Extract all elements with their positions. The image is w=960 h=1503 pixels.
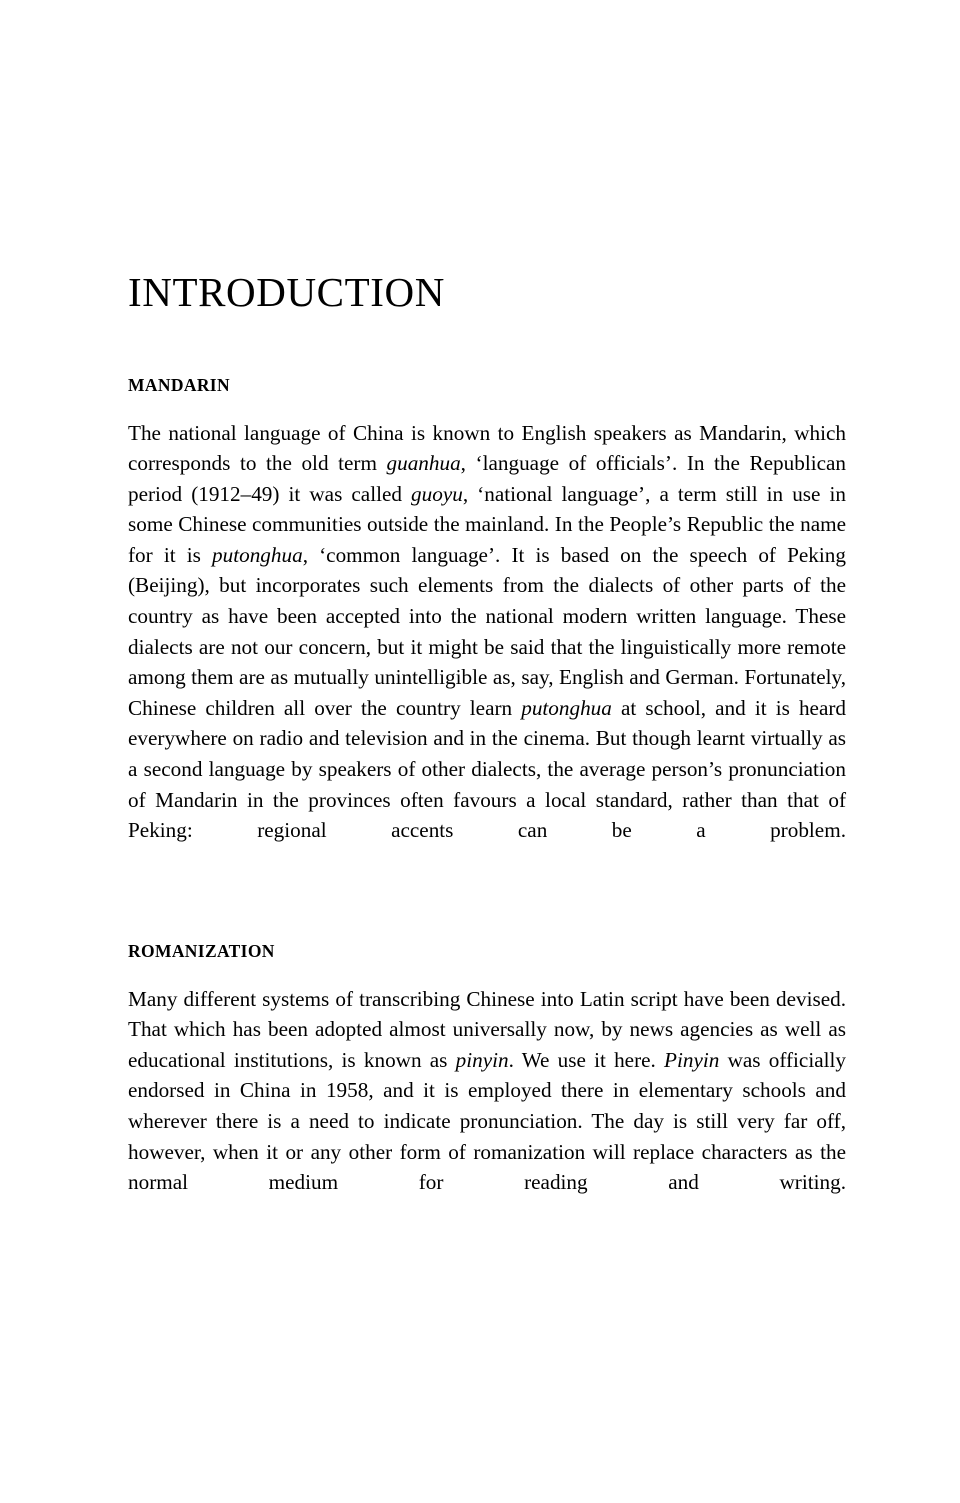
romanized-term: putonghua [521, 695, 612, 720]
text-run: Many different systems of transcribing Chinese into Latin script have been devised. That which has been adopted almost universally now, by news agencies as well as educational institutions, is known as [128, 986, 846, 1072]
section-paragraph-romanization [128, 984, 846, 1229]
romanized-term: guoyu [411, 481, 463, 506]
romanized-term: Pinyin [664, 1047, 720, 1072]
section-paragraph-mandarin [128, 418, 846, 877]
text-run: The national language of China is known to English speakers as Mandarin, which corresponds to the old term [128, 420, 846, 476]
section-heading-mandarin: MANDARIN [128, 375, 230, 396]
text-run: , ‘common language’. It is based on the speech of Peking (Beijing), but incorporates such elements from the dialects of other parts of the country as have been accepted into the national modern written language. These dialects are not our concern, but it might be said that the linguistically more remote among them are as mutually unintelligible as, say, English and German. Fortunately, Chinese children all over the country learn [128, 542, 846, 720]
text-run: , ‘national language’, a term still in use in some Chinese communities outside the mainland. In the People’s Republic the name for it is [128, 481, 846, 567]
romanized-term: pinyin [455, 1047, 509, 1072]
romanized-term: guanhua [386, 451, 461, 476]
section-romanization [128, 942, 846, 1228]
romanized-term: putonghua [212, 542, 303, 567]
text-run: was officially endorsed in China in 1958, and it is employed there in elementary schools and wherever there is a need to indicate pronunciation. The day is still very far off, however, when it or any other form of romanization will replace characters as the normal medium for reading and writing. [128, 1047, 846, 1195]
text-run: . We use it here. [508, 1047, 665, 1072]
text-run: at school, and it is heard everywhere on radio and television and in the cinema. But though learnt virtually as a second language by speakers of other dialects, the average person’s pronunciation of Mandarin in the provinces often favours a local standard, rather than that of Peking: regional accents can be a problem. [128, 695, 846, 843]
page-title: INTRODUCTION [128, 269, 445, 315]
section-heading-romanization: ROMANIZATION [128, 941, 275, 962]
page-text-block [128, 270, 846, 1228]
section-mandarin [128, 376, 846, 876]
text-run: , ‘language of officials’. In the Republican period (1912–49) it was called [128, 451, 846, 506]
